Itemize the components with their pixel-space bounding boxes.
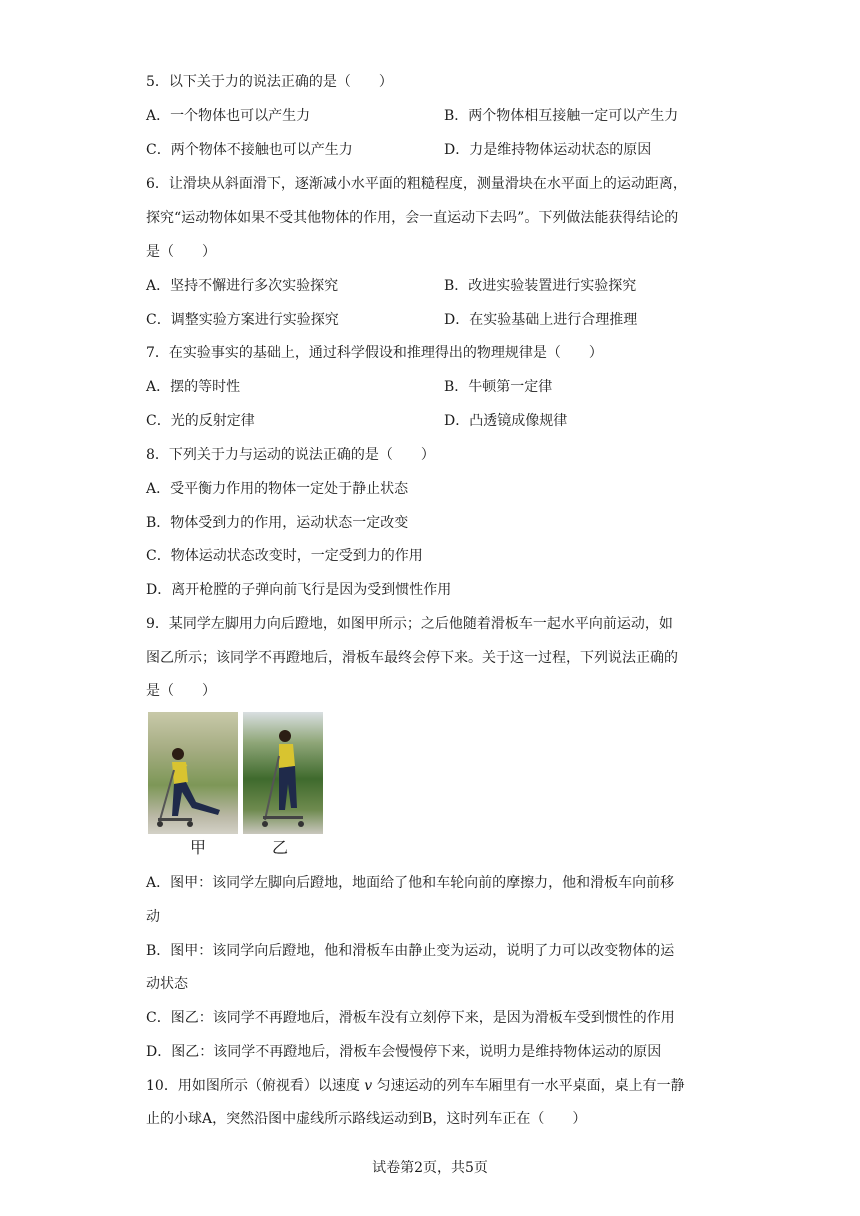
q8-option-d: D．离开枪膛的子弹向前飞行是因为受到惯性作用 <box>146 582 452 598</box>
q6-stem-line1: 6．让滑块从斜面滑下，逐渐减小水平面的粗糙程度，测量滑块在水平面上的运动距离， <box>146 176 687 192</box>
q9-option-a-line1: A．图甲：该同学左脚向后蹬地，地面给了他和车轮向前的摩擦力，他和滑板车向前移 <box>146 875 675 891</box>
q9-option-b-line1: B．图甲：该同学向后蹬地，他和滑板车由静止变为运动，说明了力可以改变物体的运 <box>146 943 675 959</box>
figure-caption-yi: 乙 <box>272 838 289 857</box>
q5-option-c: C．两个物体不接触也可以产生力 <box>146 142 353 158</box>
q6-option-d: D．在实验基础上进行合理推理 <box>444 312 638 328</box>
q7-option-c: C．光的反射定律 <box>146 413 255 429</box>
q9-option-d: D．图乙：该同学不再蹬地后，滑板车会慢慢停下来，说明力是维持物体运动的原因 <box>146 1044 662 1060</box>
q8-stem: 8．下列关于力与运动的说法正确的是（ ） <box>146 447 435 463</box>
q6-option-a: A．坚持不懈进行多次实验探究 <box>146 278 339 294</box>
q8-option-a: A．受平衡力作用的物体一定处于静止状态 <box>146 481 409 497</box>
q6-stem-line3: 是（ ） <box>146 244 216 260</box>
q10-stem-line2: 止的小球A，突然沿图中虚线所示路线运动到B，这时列车正在（ ） <box>146 1111 587 1127</box>
figure-caption-jia: 甲 <box>190 838 207 857</box>
q9-stem-line2: 图乙所示；该同学不再蹬地后，滑板车最终会停下来。关于这一过程，下列说法正确的 <box>146 650 678 666</box>
q5-option-b: B．两个物体相互接触一定可以产生力 <box>444 108 679 124</box>
q9-option-b-line2: 动状态 <box>146 976 188 992</box>
q7-option-a: A．摆的等时性 <box>146 379 241 395</box>
q8-option-b: B．物体受到力的作用，运动状态一定改变 <box>146 515 409 531</box>
q7-option-d: D．凸透镜成像规律 <box>444 413 568 429</box>
q9-stem-line3: 是（ ） <box>146 683 216 699</box>
q5-option-d: D．力是维持物体运动状态的原因 <box>444 142 652 158</box>
scooter-figure <box>148 712 326 857</box>
q6-stem-line2: 探究“运动物体如果不受其他物体的作用，会一直运动下去吗”。下列做法能获得结论的 <box>146 210 679 226</box>
q9-option-a-line2: 动 <box>146 909 160 925</box>
q5-option-a: A．一个物体也可以产生力 <box>146 108 311 124</box>
q7-option-b: B．牛顿第一定律 <box>444 379 553 395</box>
q6-option-c: C．调整实验方案进行实验探究 <box>146 312 339 328</box>
scooter-photo-b <box>243 712 323 834</box>
q10-stem-post: 匀速运动的列车车厢里有一水平桌面，桌上有一静 <box>372 1078 685 1094</box>
page-footer: 试卷第2页，共5页 <box>372 1160 488 1176</box>
q6-option-b: B．改进实验装置进行实验探究 <box>444 278 637 294</box>
q7-stem: 7．在实验事实的基础上，通过科学假设和推理得出的物理规律是（ ） <box>146 345 603 361</box>
q5-stem: 5．以下关于力的说法正确的是（ ） <box>146 74 393 90</box>
q10-stem-line1 <box>146 1076 685 1096</box>
q10-stem-pre: 10．用如图所示（俯视看）以速度 <box>146 1078 365 1094</box>
q9-option-c: C．图乙：该同学不再蹬地后，滑板车没有立刻停下来，是因为滑板车受到惯性的作用 <box>146 1010 675 1026</box>
q8-option-c: C．物体运动状态改变时，一定受到力的作用 <box>146 548 423 564</box>
q10-velocity-symbol: v <box>364 1078 373 1094</box>
q9-stem-line1: 9．某同学左脚用力向后蹬地，如图甲所示；之后他随着滑板车一起水平向前运动，如 <box>146 616 673 632</box>
scooter-photo-a <box>148 712 238 834</box>
